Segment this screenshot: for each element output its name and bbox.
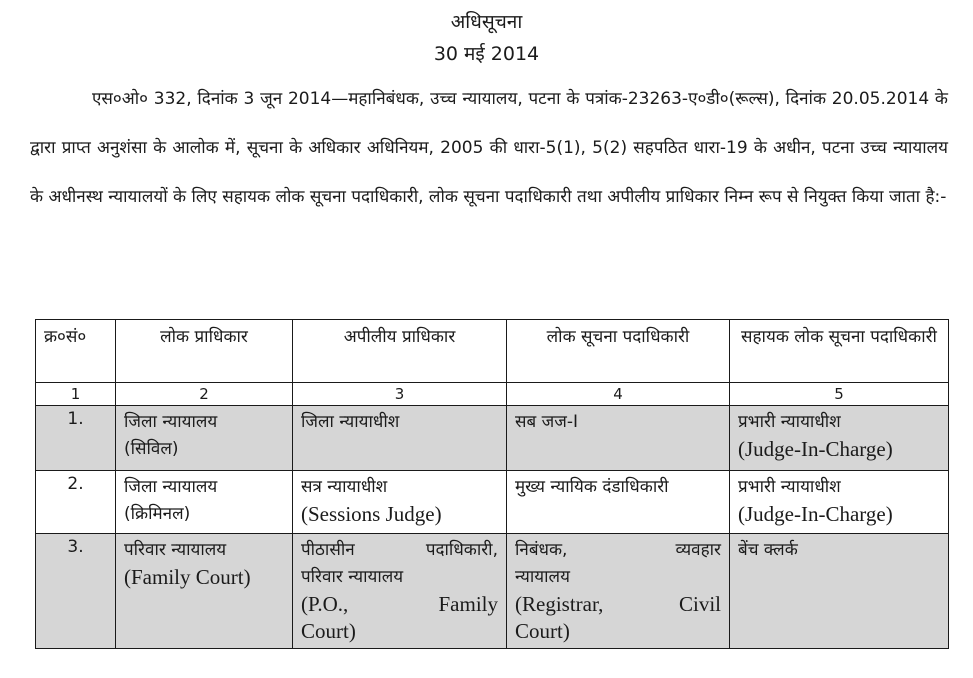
column-number: 2 <box>116 383 293 406</box>
appellate-hindi-line <box>301 537 498 564</box>
table-row <box>36 471 949 534</box>
pio-cell <box>507 471 730 534</box>
pio-english-word: (Registrar, <box>515 592 604 616</box>
appellate-hindi-line: परिवार न्यायालय <box>301 567 404 587</box>
appellate-hindi: जिला न्यायाधीश <box>301 412 400 432</box>
pio-english-line <box>515 591 721 618</box>
table-header-row <box>36 320 949 383</box>
notification-title: अधिसूचना <box>450 11 523 33</box>
header-public-authority: लोक प्राधिकार <box>116 320 293 383</box>
appellate-authority-cell <box>293 534 507 649</box>
apio-english: (Judge-In-Charge) <box>738 437 893 461</box>
table-row <box>36 406 949 471</box>
column-number-row <box>36 383 949 406</box>
header-apio: सहायक लोक सूचना पदाधिकारी <box>730 320 949 383</box>
column-number: 5 <box>730 383 949 406</box>
pio-hindi-line: न्यायालय <box>515 567 570 587</box>
appointment-table <box>35 319 949 649</box>
appellate-english-word: (P.O., <box>301 592 349 616</box>
public-authority-cell <box>116 471 293 534</box>
header-pio: लोक सूचना पदाधिकारी <box>507 320 730 383</box>
header-serial: क्र०सं० <box>36 320 116 383</box>
appellate-hindi-word: पदाधिकारी, <box>425 540 498 560</box>
column-number: 4 <box>507 383 730 406</box>
apio-cell <box>730 406 949 471</box>
row-serial: 1. <box>36 406 116 471</box>
apio-cell <box>730 471 949 534</box>
pio-english-word: Civil <box>678 592 721 616</box>
authority-type: (क्रिमिनल) <box>124 504 191 524</box>
public-authority-cell <box>116 534 293 649</box>
apio-hindi: प्रभारी न्यायाधीश <box>738 412 841 432</box>
authority-type: (सिविल) <box>124 439 179 459</box>
header-appellate-authority: अपीलीय प्राधिकार <box>293 320 507 383</box>
row-serial: 2. <box>36 471 116 534</box>
appellate-english-line <box>301 591 498 618</box>
notification-date: 30 मई 2014 <box>433 43 540 65</box>
column-number: 1 <box>36 383 116 406</box>
pio-english-line: Court) <box>515 619 570 643</box>
table-row <box>36 534 949 649</box>
appellate-hindi: सत्र न्यायाधीश <box>301 477 388 497</box>
authority-english: (Family Court) <box>124 565 251 589</box>
apio-cell <box>730 534 949 649</box>
apio-hindi: बेंच क्लर्क <box>738 540 798 560</box>
pio-hindi-line <box>515 537 721 564</box>
appellate-english-line: Court) <box>301 619 356 643</box>
pio-cell <box>507 406 730 471</box>
pio-hindi-word: निबंधक, <box>515 540 568 560</box>
column-number: 3 <box>293 383 507 406</box>
appellate-english: (Sessions Judge) <box>301 502 442 526</box>
authority-hindi: जिला न्यायालय <box>124 477 218 497</box>
authority-hindi: परिवार न्यायालय <box>124 540 227 560</box>
pio-hindi: सब जज-I <box>515 412 578 432</box>
row-serial: 3. <box>36 534 116 649</box>
notification-paragraph: एस०ओ० 332, दिनांक 3 जून 2014—महानिबंधक, उच्च न्यायालय, पटना के पत्रांक-23263-ए०डी०(रूल्स), दिनांक 20.05.2014 के द्वारा प्राप्त अनुशंसा के आलोक में, सूचना के अधिकार अधिनियम, 2005 की धारा-5(1), 5(2) सहपठित धारा-19 के अधीन, पटना उच्च न्यायालय के अधीनस्थ न्यायालयों के लिए सहायक लोक सूचना पदाधिकारी, लोक सूचना पदाधिकारी तथा अपीलीय प्राधिकार निम्न रूप से नियुक्त किया जाता है:- <box>30 89 948 207</box>
appellate-authority-cell <box>293 406 507 471</box>
pio-hindi: मुख्य न्यायिक दंडाधिकारी <box>515 477 669 497</box>
pio-cell <box>507 534 730 649</box>
public-authority-cell <box>116 406 293 471</box>
appellate-english-word: Family <box>438 592 498 616</box>
pio-hindi-word: व्यवहार <box>675 540 721 560</box>
apio-hindi: प्रभारी न्यायाधीश <box>738 477 841 497</box>
appellate-authority-cell <box>293 471 507 534</box>
apio-english: (Judge-In-Charge) <box>738 502 893 526</box>
appellate-hindi-word: पीठासीन <box>301 540 355 560</box>
authority-hindi: जिला न्यायालय <box>124 412 218 432</box>
